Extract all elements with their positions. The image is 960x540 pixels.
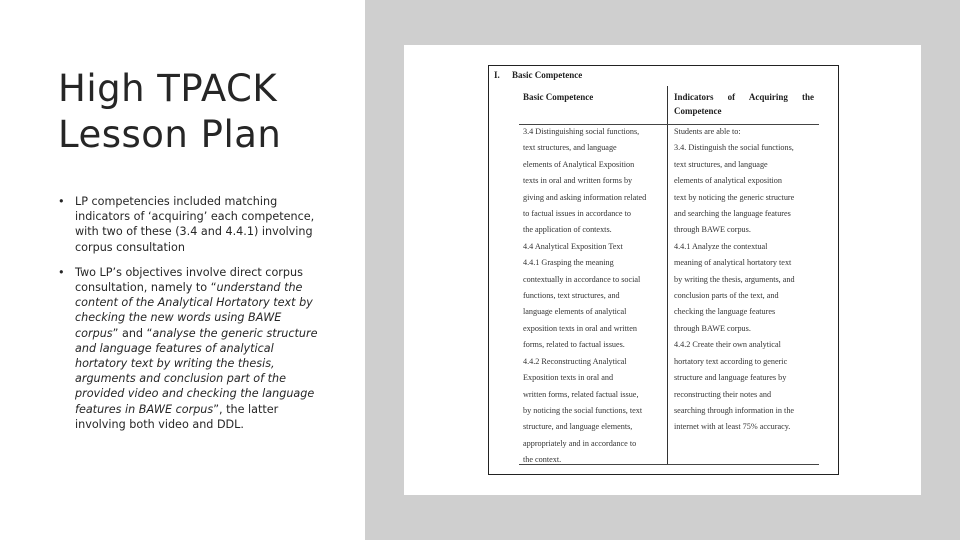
right-column-body (674, 124, 816, 436)
footer-rule (519, 464, 819, 465)
table-text-line: the application of contexts. (523, 225, 612, 235)
title-line-1: High TPACK (58, 67, 278, 110)
table-text-line: Students are able to: (674, 127, 741, 136)
title-line-2: Lesson Plan (58, 113, 282, 156)
table-text-line: 4.4 Analytical Exposition Text (523, 241, 623, 251)
table-text-line: the context. (523, 455, 562, 465)
table-text-line: appropriately and in accordance to (523, 438, 637, 448)
table-text-line: conclusion parts of the text, and (674, 291, 779, 301)
table-text-line: structure and language features by (674, 373, 787, 383)
column-divider (667, 86, 668, 464)
lesson-plan-document-image (404, 45, 921, 495)
table-text-line: elements of analytical exposition (674, 176, 782, 186)
bullet-text-lead: Two LP’s objectives involve direct corpus consultation, namely to “ (75, 265, 303, 295)
table-text-line: elements of Analytical Exposition (523, 159, 635, 169)
left-column-body (523, 124, 663, 469)
table-text-line: 4.4.2 Reconstructing Analytical (523, 356, 627, 366)
table-text-line: written forms, related factual issue, (523, 389, 639, 399)
section-heading (494, 70, 582, 80)
slide-title (58, 66, 358, 158)
bullet-text: LP competencies included matching indicators of ‘acquiring’ each competence, with two of these (3.4 and 4.4.1) involving corpus consultation (75, 195, 315, 254)
table-text-line: 3.4 Distinguishing social functions, (523, 127, 640, 136)
table-text-line: 4.4.1 Analyze the contextual (674, 241, 768, 251)
table-text-line: meaning of analytical hortatory text (674, 258, 792, 268)
table-text-line: through BAWE corpus. (674, 323, 751, 333)
table-text-line: internet with at least 75% accuracy. (674, 422, 791, 432)
right-header-line-1: Indicators of Acquiring the (674, 92, 814, 102)
table-text-line: to factual issues in accordance to (523, 209, 631, 219)
table-text-line: and searching the language features (674, 209, 791, 219)
table-text-line: checking the language features (674, 307, 776, 317)
bullet-text-objective-1: understand the content of the Analytical Hortatory text by checking the new words using BAWE corpus (75, 281, 313, 340)
bullet-item-1 (58, 194, 320, 255)
bullet-marker: • (58, 195, 65, 208)
table-text-line: giving and asking information related (523, 192, 647, 202)
table-text-line: forms, related to factual issues. (523, 340, 625, 350)
bullet-text-tail: ”, the latter involving both video and DDL. (75, 402, 279, 431)
table-text-line: through BAWE corpus. (674, 225, 751, 235)
table-text-line: exposition texts in oral and written (523, 323, 637, 333)
table-text-line: contextually in accordance to social (523, 274, 641, 284)
competence-table (488, 65, 839, 475)
table-text-line: text structures, and language (523, 143, 617, 153)
right-column-header (674, 90, 814, 118)
bullet-text-objective-2: analyse the generic structure and language features of analytical hortatory text by writing the thesis, arguments and conclusion part of the provided video and checking the language features in BAWE corpus (75, 326, 318, 416)
table-text-line: reconstructing their notes and (674, 389, 772, 399)
table-text-line: language elements of analytical (523, 307, 627, 317)
bullet-item-2 (58, 265, 320, 432)
table-text-line: by writing the thesis, arguments, and (674, 274, 795, 284)
bullet-marker: • (58, 265, 65, 279)
bullet-text-mid: ” and “ (112, 326, 153, 340)
table-text-line: text by noticing the generic structure (674, 192, 795, 202)
table-text-line: by noticing the social functions, text (523, 405, 643, 415)
table-text-line: structure, and language elements, (523, 422, 633, 432)
table-text-line: functions, text structures, and (523, 291, 620, 301)
bullet-list (58, 194, 320, 442)
left-column-header: Basic Competence (523, 92, 594, 102)
table-text-line: texts in oral and written forms by (523, 176, 633, 186)
table-text-line: 4.4.2 Create their own analytical (674, 340, 781, 350)
right-header-line-2: Competence (674, 106, 722, 116)
table-text-line: text structures, and language (674, 159, 768, 169)
table-text-line: 4.4.1 Grasping the meaning (523, 258, 614, 268)
table-text-line: hortatory text according to generic (674, 356, 788, 366)
table-text-line: Exposition texts in oral and (523, 373, 614, 383)
table-text-line: 3.4. Distinguish the social functions, (674, 143, 794, 153)
section-title: Basic Competence (512, 70, 583, 80)
table-text-line: searching through information in the (674, 405, 795, 415)
section-number: I. (494, 70, 500, 80)
